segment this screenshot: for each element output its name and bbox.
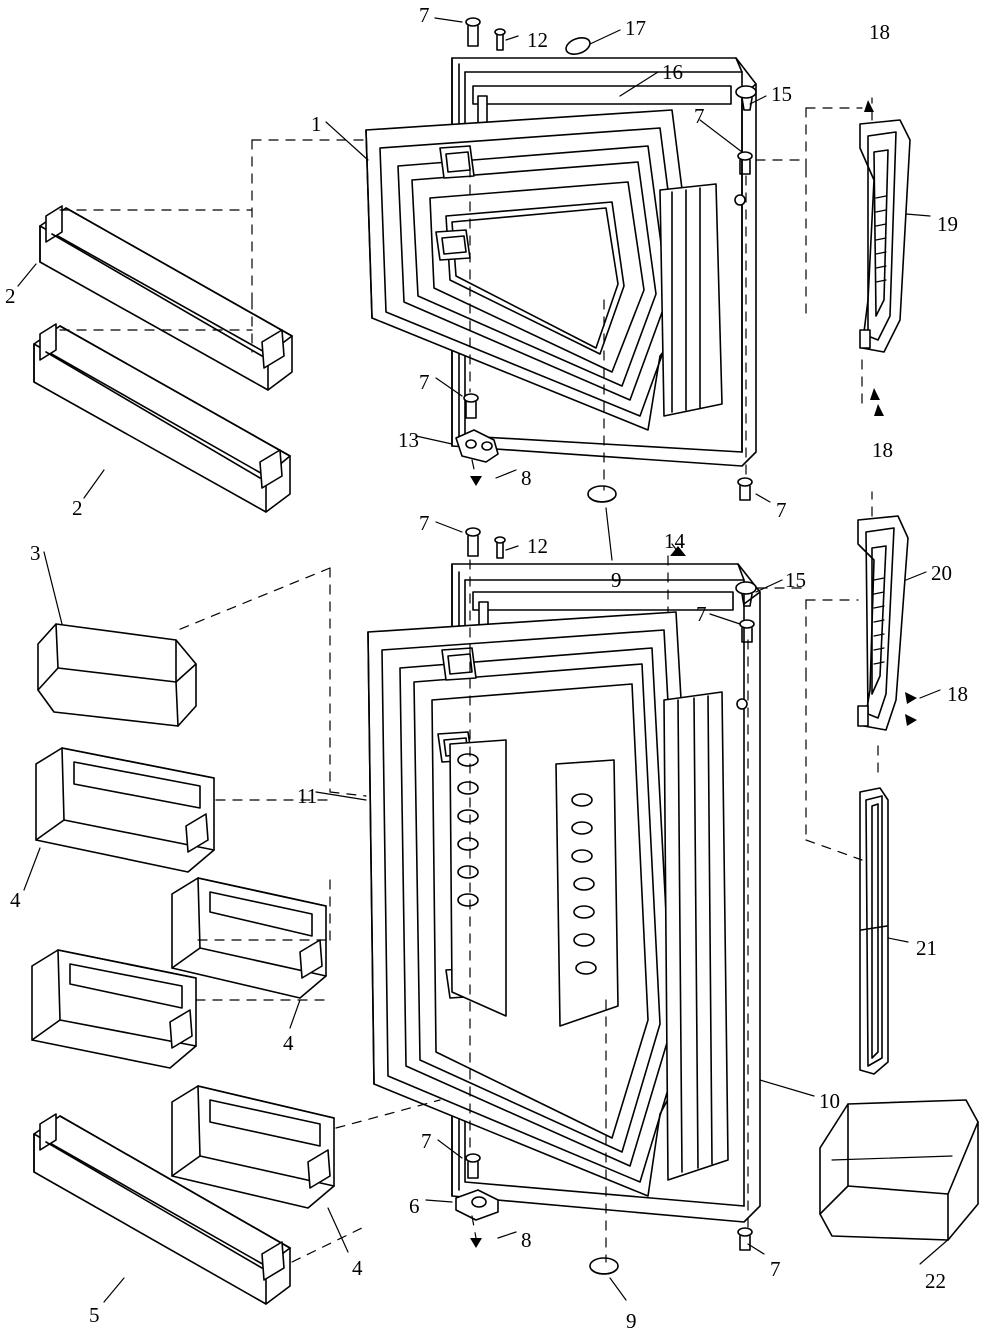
- freezer-door-handle: [860, 120, 910, 352]
- callout-14: 14: [664, 529, 685, 553]
- door-trim-strip: [860, 788, 888, 1074]
- door-bin-4: [172, 1086, 334, 1208]
- cap-9-bottom: [590, 1258, 618, 1274]
- callout-4b: 4: [283, 1031, 294, 1055]
- callout-7e: 7: [419, 511, 430, 535]
- screw-7-lower-left: [466, 528, 480, 556]
- callout-7: 7: [419, 3, 430, 27]
- refrigerator-door-handle: [858, 516, 908, 730]
- callout-7f: 7: [696, 602, 707, 626]
- callout-9: 9: [611, 568, 622, 592]
- callout-11: 11: [297, 784, 318, 808]
- callout-2: 2: [5, 284, 16, 308]
- dairy-pan: [820, 1100, 978, 1240]
- callout-17: 17: [625, 16, 646, 40]
- screw-7-top-left: [466, 18, 480, 46]
- ice-bucket-cover: [38, 624, 196, 726]
- callout-4: 4: [10, 888, 21, 912]
- screw-7-bottom-right: [738, 1228, 752, 1250]
- door-bin-1: [36, 748, 214, 872]
- refrigerator-door-liner-strips: [664, 692, 728, 1180]
- freezer-door-gasket: [366, 110, 696, 430]
- callout-1: 1: [311, 112, 322, 136]
- callout-16: 16: [662, 60, 683, 84]
- callout-7c: 7: [419, 370, 430, 394]
- screw-7-upper-right: [738, 478, 752, 500]
- cap-9-top: [588, 486, 616, 502]
- callout-9b: 9: [626, 1309, 637, 1333]
- callout-7b: 7: [694, 104, 705, 128]
- freezer-door-liner-strips: [660, 184, 722, 416]
- callout-8: 8: [521, 466, 532, 490]
- grommet-17: [566, 38, 590, 54]
- callout-15b: 15: [785, 568, 806, 592]
- door-liner-right-bosses: [556, 760, 618, 1026]
- callout-2b: 2: [72, 496, 83, 520]
- callout-12b: 12: [527, 534, 548, 558]
- callout-13: 13: [398, 428, 419, 452]
- callout-7g: 7: [421, 1129, 432, 1153]
- callout-10: 10: [819, 1089, 840, 1113]
- callout-4c: 4: [352, 1256, 363, 1280]
- refrigerator-door-gasket: [368, 612, 700, 1196]
- callout-7d: 7: [776, 498, 787, 522]
- arrow-18-mid: [870, 388, 884, 416]
- callout-8b: 8: [521, 1228, 532, 1252]
- callout-7h: 7: [770, 1257, 781, 1281]
- callout-21: 21: [916, 936, 937, 960]
- arrow-18-lower: [905, 692, 917, 726]
- callout-22: 22: [925, 1269, 946, 1293]
- screw-12-top: [495, 29, 505, 50]
- screw-12-lower: [495, 537, 505, 558]
- callout-18: 18: [869, 20, 890, 44]
- callout-15: 15: [771, 82, 792, 106]
- arrow-8-bottom: [470, 1238, 482, 1248]
- callout-6: 6: [409, 1194, 420, 1218]
- callout-12: 12: [527, 28, 548, 52]
- callout-5: 5: [89, 1303, 100, 1327]
- callout-20: 20: [931, 561, 952, 585]
- callout-18b: 18: [872, 438, 893, 462]
- callout-3: 3: [30, 541, 41, 565]
- door-liner-left-bosses: [450, 740, 506, 1016]
- callout-19: 19: [937, 212, 958, 236]
- callout-18c: 18: [947, 682, 968, 706]
